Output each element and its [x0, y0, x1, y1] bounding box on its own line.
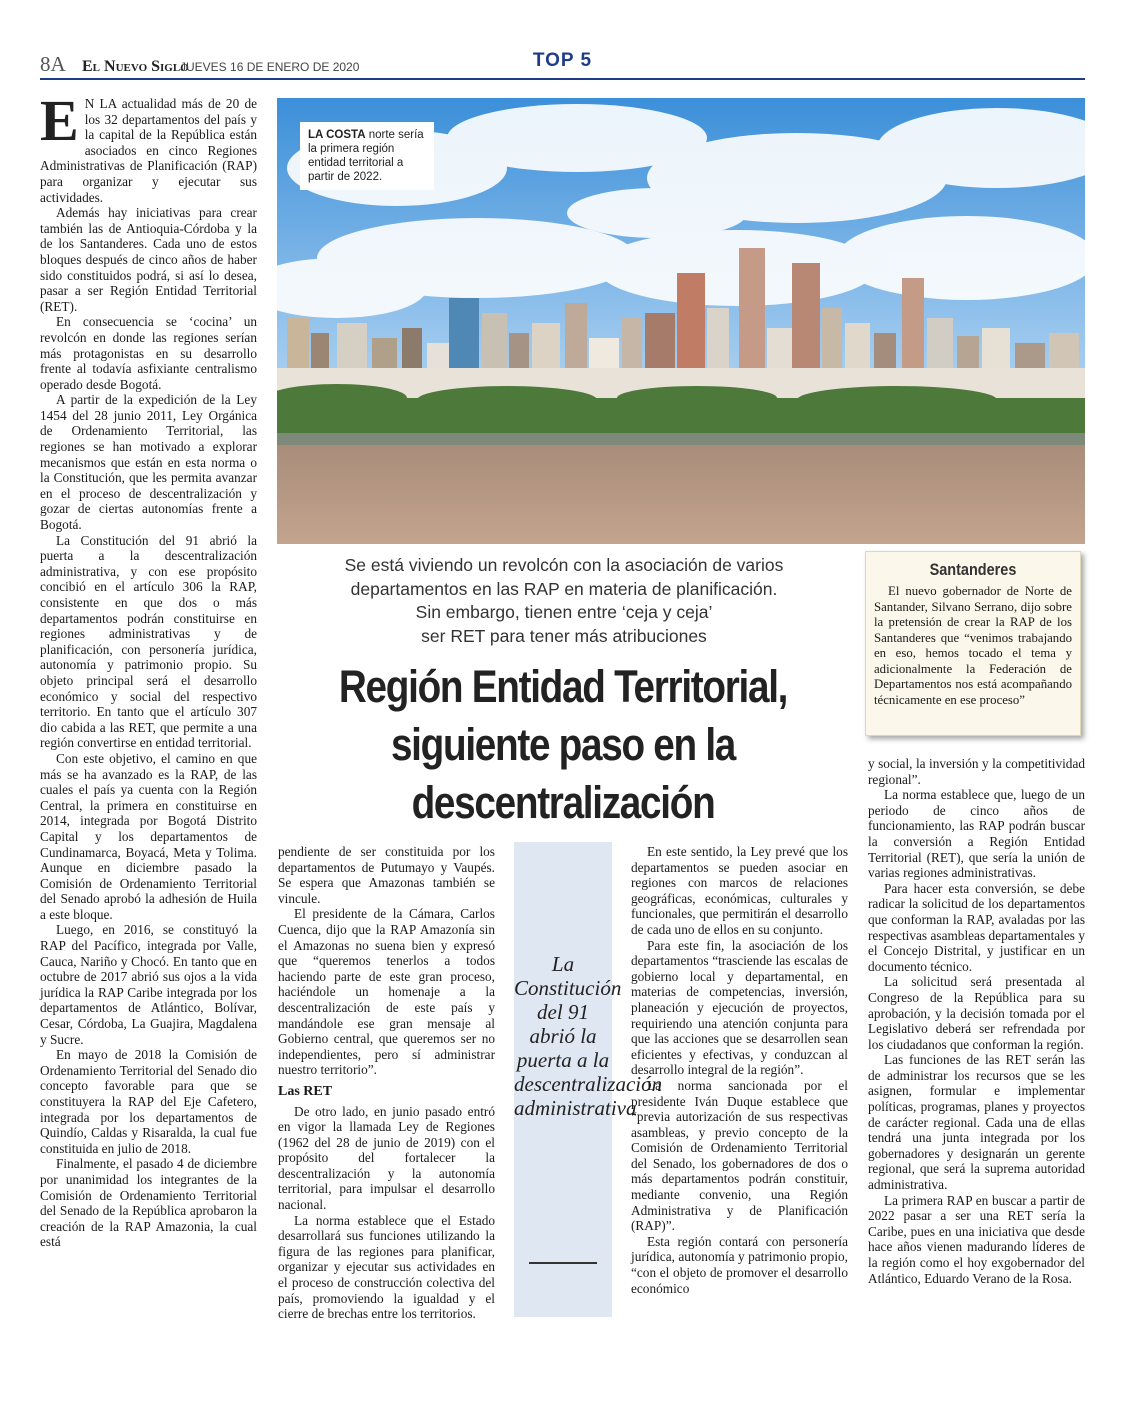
paragraph: A partir de la expedición de la Ley 1454 del 28 junio 2011, Ley Orgánica de Ordenamiento Territorial, las regiones se han motivado a explorar mecanismos que están en esta norma o la Constitución, que les permita avanzar en el proceso de descentralización y gozar de ciertas autonomías frente a Bogotá. [40, 392, 257, 533]
deck-line: Se está viviendo un revolcón con la asociación de varios [344, 555, 784, 575]
paragraph: La norma establece que el Estado desarrollará sus funciones utilizando la figura de las regiones para planificar, organizar y ejecutar sus actividades en el proceso de construcción colectiva del país, promoviendo la igualdad y el cierre de brechas entre los territorios. [278, 1212, 495, 1322]
article-column-1 [40, 88, 257, 1250]
caption-bold: LA COSTA [308, 129, 366, 141]
photo-caption [300, 122, 434, 190]
paragraph: Luego, en 2016, se constituyó la RAP del Pacífico, integrada por Valle, Cauca, Nariño y Chocó. En tanto que en octubre de 2017 abrió sus ojos a la vida jurídica la RAP Caribe integrada por los departamentos de Atlántico, Bolívar, Cesar, Córdoba, La Guajira, Magdalena y Sucre. [40, 922, 257, 1047]
page-number: 8A [40, 52, 66, 76]
paragraph: La solicitud será presentada al Congreso de la República para su aprobación, y la decisión tomada por el Legislativo deberá ser refrendada por los ciudadanos que conforman la región. [868, 974, 1085, 1052]
paragraph: Esta región contará con personería jurídica, autonomía y patrimonio propio, “con el objeto de promover el desarrollo económico [631, 1233, 848, 1296]
pull-quote-text: La Constitución del 91 abrió la puerta a la descentralización administrativa [514, 952, 663, 1120]
headline-line: Región Entidad Territorial, [338, 661, 788, 712]
paragraph: El presidente de la Cámara, Carlos Cuenca, dijo que la RAP Amazonía sin el Amazonas no suena bien y expresó que “queremos tenerlos a todos haciendo parte de este gran proceso, haciéndole un homenaje a la descentralización de este país y mandándole ese gran mensaje al Gobierno central, que queremos ser no independientes, pero sí administrar nuestro territorio”. [278, 906, 495, 1078]
pull-quote-rule [529, 1262, 597, 1264]
deck-line: Sin embargo, tienen entre ‘ceja y ceja’ [415, 602, 713, 622]
paragraph: Además hay iniciativas para crear también las de Antioquia-Córdoba y la de los Santanderes. Cada uno de estos bloques después de cinco años de haber sido constituidos podrá, si así lo desea, pasar a ser Región Entidad Territorial (RET). [40, 205, 257, 314]
article-deck [300, 554, 828, 648]
paragraph: De otro lado, en junio pasado entró en vigor la llamada Ley de Regiones (1962 del 28 de junio de 2019) con el propósito del fortalecer la descentralización y la autonomía territorial, para impulsar el desarrollo nacional. [278, 1103, 495, 1213]
headline-line: siguiente paso en la [390, 719, 736, 770]
paragraph: Para hacer esta conversión, se debe radicar la solicitud de los departamentos que conforman la RAP, avaladas por las respectivas asambleas departamentales y el Concejo Distrital, y justificar en un documento técnico. [868, 880, 1085, 974]
caption-text: norte sería la primera región entidad territorial a partir de 2022. [308, 129, 424, 183]
paragraph: pendiente de ser constituida por los departamentos de Putumayo y Vaupés. Se espera que Amazonas también se vincule. [278, 844, 495, 906]
paragraph: En este sentido, la Ley prevé que los departamentos se pueden asociar en regiones con marcos de relaciones geográficas, económicas, culturales y funcionales, que permitirán el desarrollo de cada uno de ellos en su conjunto. [631, 844, 848, 937]
issue-date: JUEVES 16 DE ENERO DE 2020 [180, 60, 360, 74]
paragraph: La Constitución del 91 abrió la puerta a la descentralización administrativa, y con ese propósito concibió en el artículo 306 la RAP, consistente en que dos o más departamentos podrán constituirse en regiones administrativas y de planificación, con personería jurídica, autonomía y patrimonio propio. Su objeto principal será el desarrollo económico y social del respectivo territorio. En tanto que el artículo 307 dio cabida a las RET, que permite a una región convertirse en entidad territorial. [40, 532, 257, 751]
sidebar-text: El nuevo gobernador de Norte de Santander, Silvano Serrano, dijo sobre la pretensión de crear la RAP de los Santanderes que “venimos trabajando en eso, hemos tocado el tema y adicionalmente la Federación de Departamentos nos está acompañando técnicamente en ese proceso” [874, 584, 1072, 707]
article-headline [318, 658, 808, 832]
paragraph: Las funciones de las RET serán las de administrar los recursos que se les asignen, formular e implementar políticas, programas, planes y proyectos de carácter regional. Cada una de ellas tendrá una junta integrada por los gobernadores y designarán un gerente regional, que será la suprema autoridad administrativa. [868, 1052, 1085, 1193]
paragraph: En mayo de 2018 la Comisión de Ordenamiento Territorial del Senado dio concepto favorable para que se constituyera la RAP del Eje Cafetero, integrada por los departamentos de Quindío, Caldas y Risaralda, la cual fue constituida en julio de 2018. [40, 1047, 257, 1156]
paragraph: Para este fin, la asociación de los departamentos “trasciende las escalas de gobierno local y departamental, en materias de competencias, inversión, planeación y ejecución de proyectos, requiriendo una atención conjunta para que las acciones que se desarrollen sean eficientes y efectivas, y conduzcan al desarrollo integral de la región”. [631, 937, 848, 1078]
section-title: TOP 5 [532, 50, 593, 71]
paragraph: En consecuencia se ‘cocina’ un revolcón en donde las regiones serían más protagonistas en su desarrollo frente al todavía asfixiante centralismo operado desde Bogotá. [40, 314, 257, 392]
header-rule [40, 78, 1085, 80]
paragraph: y social, la inversión y la competitividad regional”. [868, 756, 1085, 787]
paragraph: La primera RAP en buscar a partir de 2022 pasar a ser una RET sería la Caribe, pues en una iniciativa que desde hace años vienen madurando líderes de la región como el hoy exgobernador del Atlántico, Eduardo Verano de la Rosa. [868, 1192, 1085, 1286]
article-column-2 [278, 844, 495, 1322]
paragraph: Finalmente, el pasado 4 de diciembre por unanimidad los integrantes de la Comisión de Ordenamiento Territorial del Senado de la República aprobaron la creación de la RAP Amazonia, la cual está [40, 1156, 257, 1250]
pull-quote [514, 842, 663, 1317]
paragraph: La norma establece que, luego de un periodo de cinco años de funcionamiento, las RAP podrán buscar la conversión a Región Entidad Territorial (RET), que sería la unión de varias regiones administrativas. [868, 787, 1085, 881]
deck-line: departamentos en las RAP en materia de planificación. [350, 578, 778, 599]
paragraph: Con este objetivo, el camino en que más se ha avanzado es la RAP, de las cuales el país ya cuenta con la Región Central, la primera en constituirse en 2014, integrada por Bogotá Distrito Capital y los departamentos de Cundinamarca, Boyacá, Meta y Tolima. Aunque en diciembre pasado la Comisión de Ordenamiento Territorial del Senado aprobó la adhesión de Huila a este bloque. [40, 750, 257, 922]
article-column-4 [868, 756, 1085, 1286]
deck-line: ser RET para tener más atribuciones [421, 625, 707, 646]
article-column-3 [631, 844, 848, 1296]
sidebar-box [865, 551, 1081, 736]
drop-cap: E [40, 88, 79, 153]
newspaper-logo: El Nuevo Siglo [82, 58, 189, 75]
sidebar-title: Santanderes [929, 560, 1017, 579]
subheading: Las RET [278, 1083, 333, 1099]
headline-line: descentralización [411, 777, 715, 828]
paragraph: La norma sancionada por el presidente Iván Duque establece que “previa autorización de sus respectivas asambleas, y previo concepto de la Comisión de Ordenamiento Territorial del Senado, los gobernadores de dos o más departamentos podrán constituir, mediante convenio, una Región Administrativa y de Planificación (RAP)”. [631, 1077, 848, 1234]
paragraph: N LA actualidad más de 20 de los 32 departamentos del país y la capital de la República están asociados en cinco Regiones Administrativas de Planificación (RAP) para organizar y ejecutar sus actividades. [40, 96, 257, 205]
